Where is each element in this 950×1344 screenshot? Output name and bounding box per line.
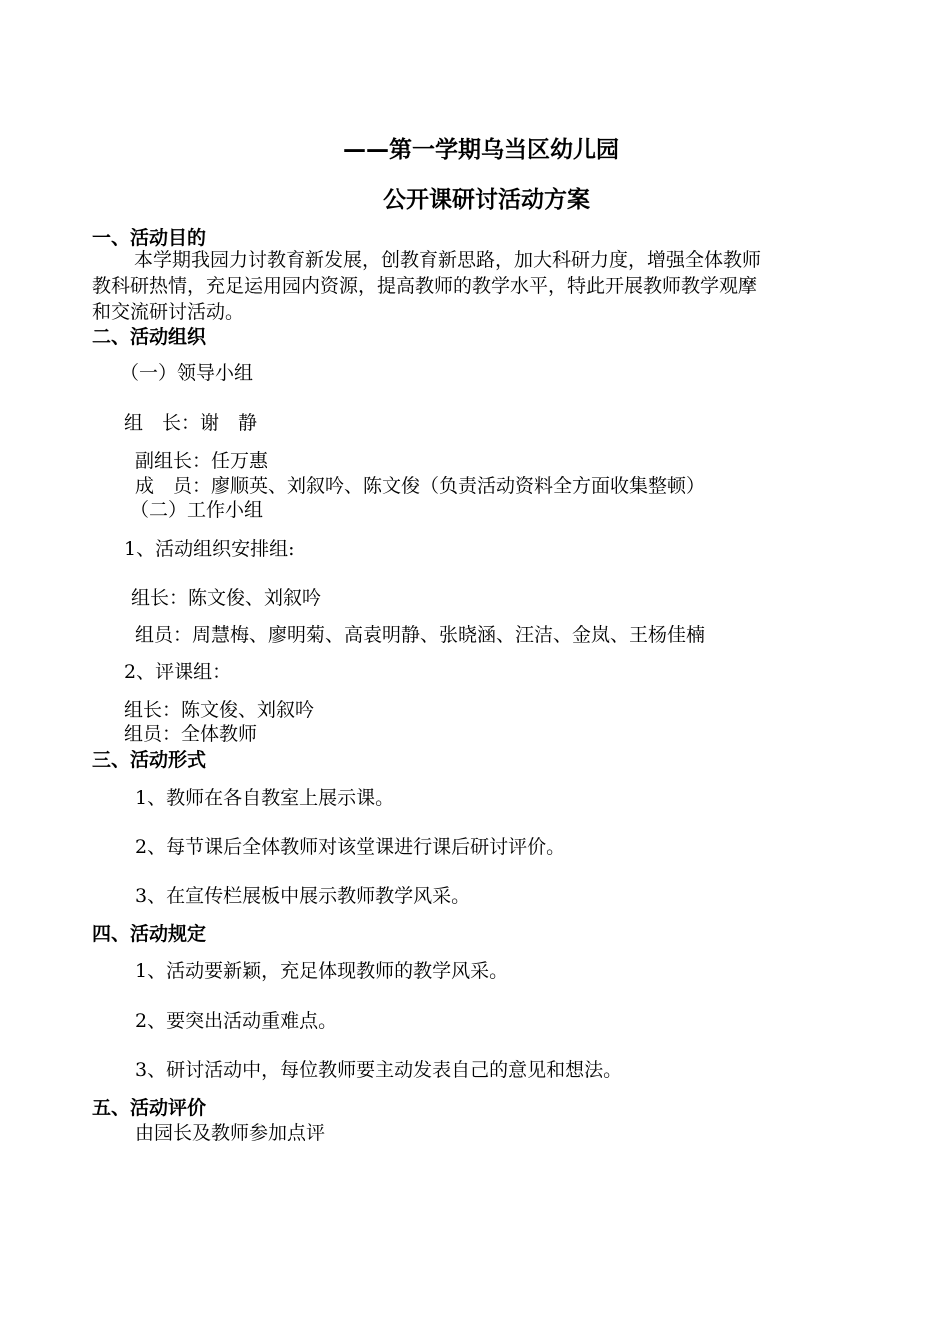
deputy-leader: 副组长：任万惠 [135, 450, 269, 472]
work-group-title: （二）工作小组 [130, 499, 264, 521]
group1-title: 1、活动组织安排组: [124, 538, 295, 560]
group2-members: 组员：全体教师 [124, 723, 258, 745]
paragraph-line: 和交流研讨活动。 [92, 301, 245, 323]
group2-title: 2、评课组： [124, 661, 232, 683]
section2-heading: 二、活动组织 [92, 326, 207, 348]
members-line: 成 员：廖顺英、刘叙吟、陈文俊（负责活动资料全方面收集整顿） [135, 475, 706, 497]
group2-leader: 组长：陈文俊、刘叙吟 [124, 699, 315, 721]
rule-item: 1、活动要新颖，充足体现教师的教学风采。 [135, 960, 509, 982]
document-title-line1: ——第一学期乌当区幼儿园 [343, 137, 619, 163]
section1-paragraph [92, 247, 862, 325]
evaluation-text: 由园长及教师参加点评 [135, 1122, 326, 1144]
leader-label: 组 长： [124, 412, 201, 434]
leadership-group-title: （一）领导小组 [120, 362, 254, 384]
form-item: 3、在宣传栏展板中展示教师教学风采。 [135, 885, 471, 907]
paragraph-line: 教科研热情，充足运用园内资源，提高教师的教学水平，特此开展教师教学观摩 [92, 275, 758, 297]
form-item: 2、每节课后全体教师对该堂课进行课后研讨评价。 [135, 836, 566, 858]
paragraph-line: 本学期我园力讨教育新发展，创教育新思路，加大科研力度，增强全体教师 [134, 249, 762, 271]
rule-item: 2、要突出活动重难点。 [135, 1010, 338, 1032]
group1-members: 组员：周慧梅、廖明菊、高袁明静、张晓涵、汪洁、金岚、王杨佳楠 [135, 624, 706, 646]
group1-leader: 组长：陈文俊、刘叙吟 [131, 587, 322, 609]
section5-heading: 五、活动评价 [92, 1097, 207, 1119]
section3-heading: 三、活动形式 [92, 749, 207, 771]
leader-row [124, 411, 257, 435]
section1-heading: 一、活动目的 [92, 227, 207, 249]
rule-item: 3、研讨活动中，每位教师要主动发表自己的意见和想法。 [135, 1059, 623, 1081]
section4-heading: 四、活动规定 [92, 923, 207, 945]
form-item: 1、教师在各自教室上展示课。 [135, 787, 395, 809]
document-title-line2: 公开课研讨活动方案 [383, 187, 590, 213]
leader-name: 谢 静 [200, 412, 258, 434]
